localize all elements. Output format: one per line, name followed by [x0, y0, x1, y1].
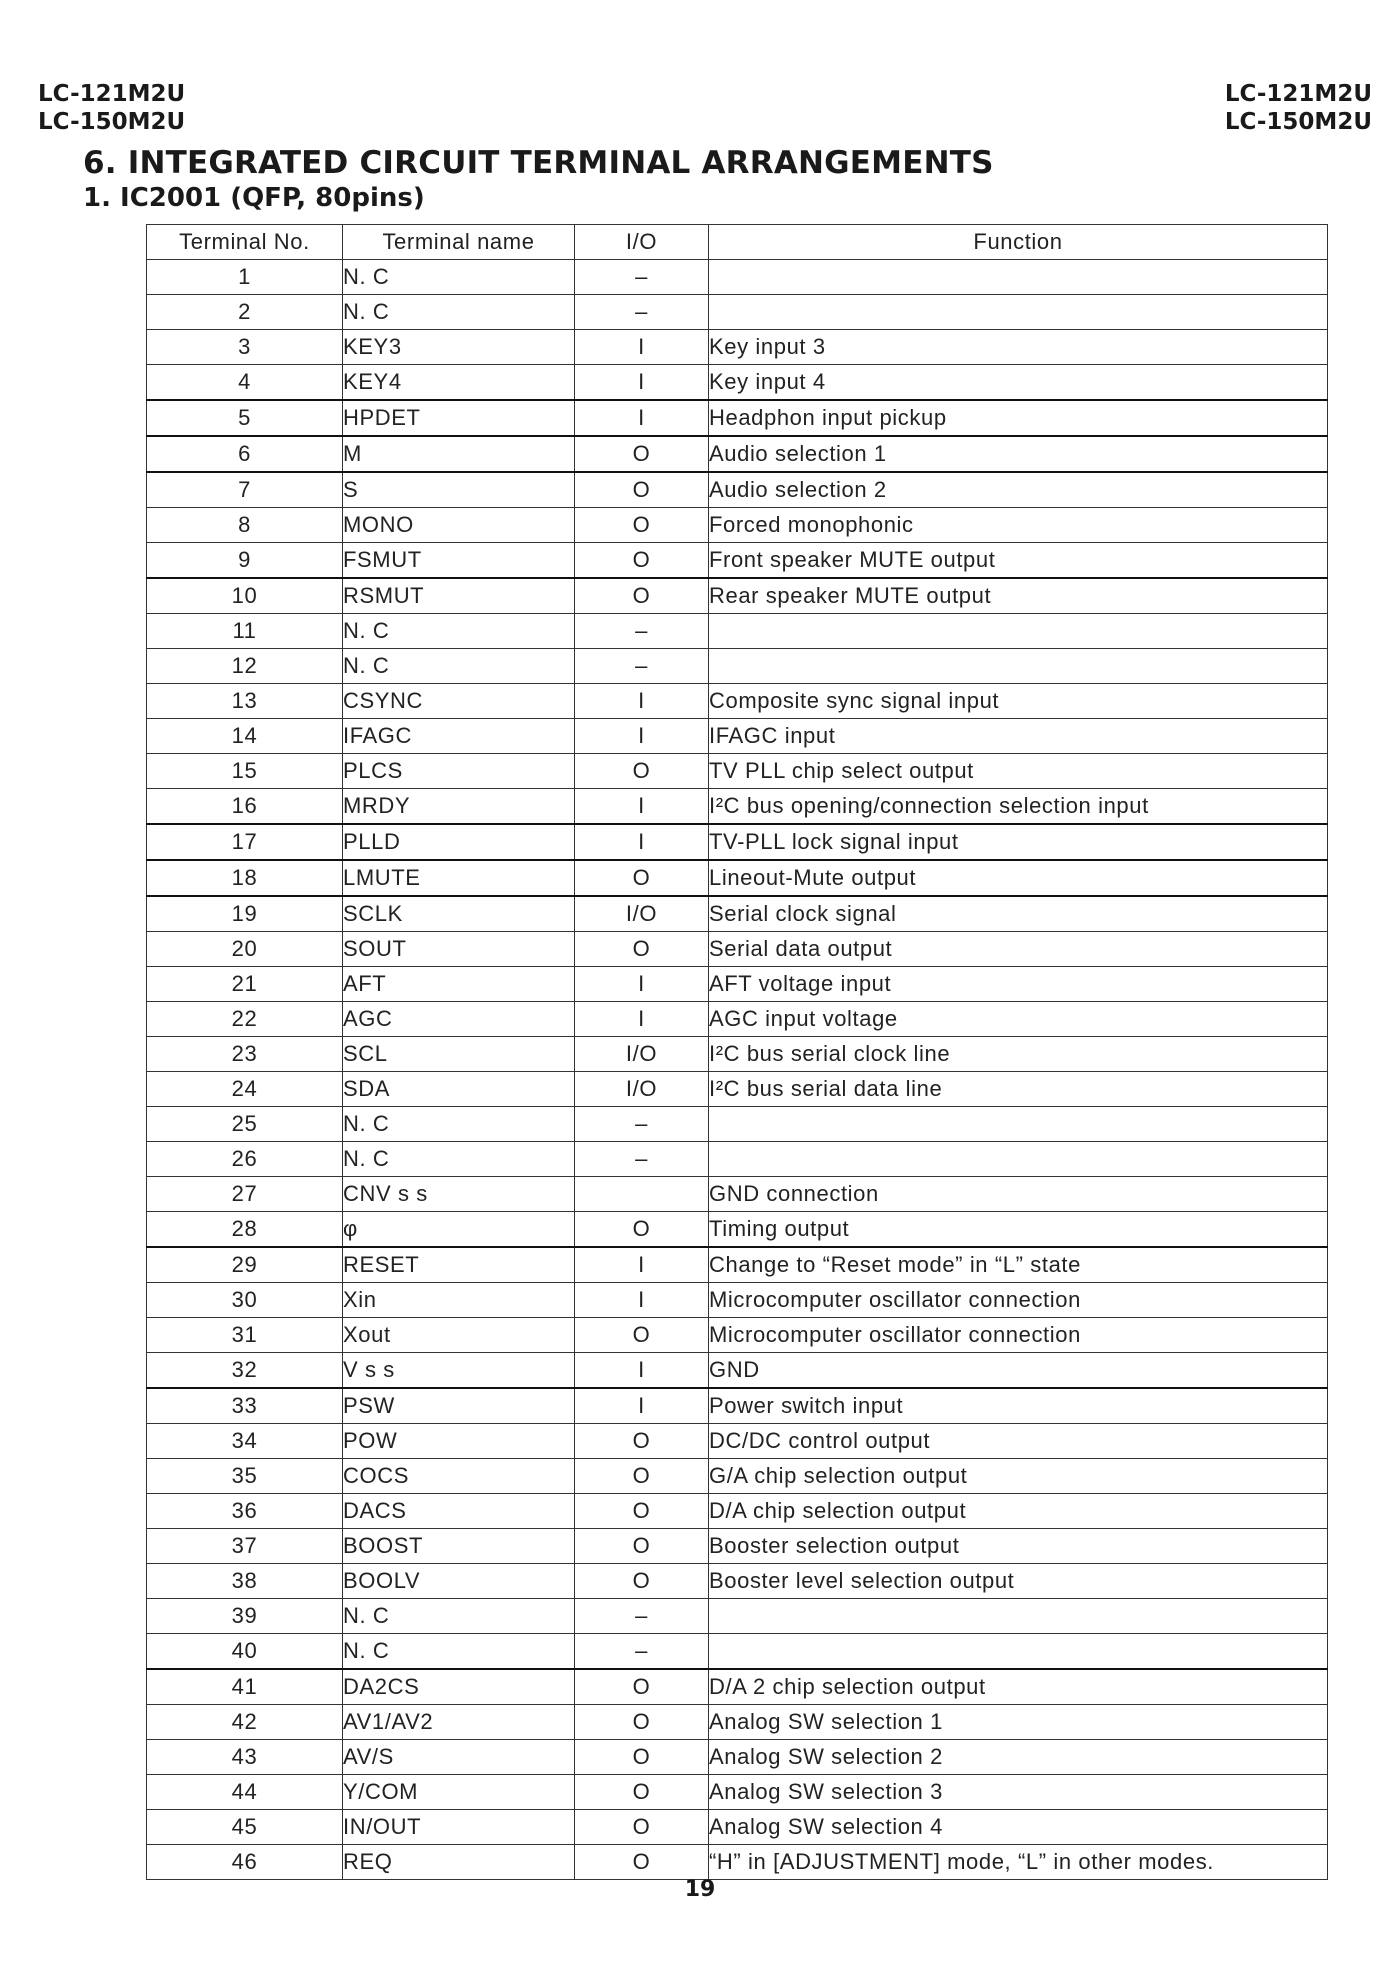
- cell-terminal-name: V s s: [343, 1353, 575, 1389]
- header-model-left-line2: LC-150M2U: [38, 109, 186, 135]
- cell-function: D/A 2 chip selection output: [709, 1669, 1328, 1705]
- cell-terminal-name: N. C: [343, 1107, 575, 1142]
- cell-terminal-name: COCS: [343, 1459, 575, 1494]
- cell-io: I: [575, 1002, 709, 1037]
- table-row: [147, 295, 1328, 330]
- cell-function: GND connection: [709, 1177, 1328, 1212]
- cell-terminal-no: 17: [147, 824, 343, 860]
- cell-function: Analog SW selection 2: [709, 1740, 1328, 1775]
- table-row: [147, 1283, 1328, 1318]
- cell-function: [709, 260, 1328, 295]
- cell-terminal-no: 21: [147, 967, 343, 1002]
- cell-io: O: [575, 1775, 709, 1810]
- cell-terminal-name: φ: [343, 1212, 575, 1248]
- cell-io: O: [575, 860, 709, 896]
- table-row: [147, 1107, 1328, 1142]
- cell-function: Key input 4: [709, 365, 1328, 401]
- cell-terminal-name: AGC: [343, 1002, 575, 1037]
- cell-io: O: [575, 436, 709, 472]
- cell-function: Microcomputer oscillator connection: [709, 1318, 1328, 1353]
- cell-io: I: [575, 1388, 709, 1424]
- cell-function: [709, 1599, 1328, 1634]
- table-row: [147, 1177, 1328, 1212]
- cell-terminal-no: 34: [147, 1424, 343, 1459]
- cell-function: Booster level selection output: [709, 1564, 1328, 1599]
- table-row: [147, 1002, 1328, 1037]
- table-row: [147, 1529, 1328, 1564]
- header-terminal-no: Terminal No.: [147, 225, 343, 260]
- cell-terminal-name: N. C: [343, 1599, 575, 1634]
- cell-io: O: [575, 1529, 709, 1564]
- cell-io: –: [575, 295, 709, 330]
- cell-terminal-no: 46: [147, 1845, 343, 1880]
- page-number: 19: [684, 1877, 716, 1902]
- table-row: [147, 789, 1328, 825]
- table-row: [147, 860, 1328, 896]
- cell-terminal-no: 20: [147, 932, 343, 967]
- table-row: [147, 649, 1328, 684]
- cell-terminal-name: MRDY: [343, 789, 575, 825]
- header-model-left-line1: LC-121M2U: [38, 81, 186, 107]
- cell-io: O: [575, 1740, 709, 1775]
- table-row: [147, 1669, 1328, 1705]
- table-row: [147, 436, 1328, 472]
- cell-function: [709, 614, 1328, 649]
- cell-terminal-name: KEY4: [343, 365, 575, 401]
- cell-terminal-name: N. C: [343, 649, 575, 684]
- cell-io: I/O: [575, 1072, 709, 1107]
- cell-terminal-name: Y/COM: [343, 1775, 575, 1810]
- cell-terminal-name: REQ: [343, 1845, 575, 1880]
- cell-terminal-no: 40: [147, 1634, 343, 1670]
- cell-function: [709, 1142, 1328, 1177]
- table-row: [147, 1810, 1328, 1845]
- cell-function: GND: [709, 1353, 1328, 1389]
- table-row: [147, 1459, 1328, 1494]
- cell-terminal-no: 33: [147, 1388, 343, 1424]
- cell-io: –: [575, 1599, 709, 1634]
- table-row: [147, 578, 1328, 614]
- cell-terminal-no: 38: [147, 1564, 343, 1599]
- cell-function: Analog SW selection 4: [709, 1810, 1328, 1845]
- cell-io: I/O: [575, 1037, 709, 1072]
- cell-io: O: [575, 578, 709, 614]
- cell-terminal-no: 15: [147, 754, 343, 789]
- cell-terminal-name: BOOST: [343, 1529, 575, 1564]
- cell-terminal-name: Xout: [343, 1318, 575, 1353]
- cell-function: I²C bus opening/connection selection input: [709, 789, 1328, 825]
- cell-io: O: [575, 1494, 709, 1529]
- table-row: [147, 754, 1328, 789]
- table-row: [147, 1599, 1328, 1634]
- cell-terminal-no: 29: [147, 1247, 343, 1283]
- table-row: [147, 1037, 1328, 1072]
- header-model-right: [1225, 80, 1372, 136]
- cell-terminal-name: FSMUT: [343, 543, 575, 579]
- cell-io: I: [575, 789, 709, 825]
- cell-terminal-name: SDA: [343, 1072, 575, 1107]
- table-row: [147, 1072, 1328, 1107]
- cell-terminal-no: 32: [147, 1353, 343, 1389]
- cell-io: I: [575, 719, 709, 754]
- table-header-row: [147, 225, 1328, 260]
- table-row: [147, 896, 1328, 932]
- cell-io: O: [575, 1705, 709, 1740]
- cell-terminal-name: SCL: [343, 1037, 575, 1072]
- cell-io: O: [575, 543, 709, 579]
- table-row: [147, 1142, 1328, 1177]
- cell-function: Microcomputer oscillator connection: [709, 1283, 1328, 1318]
- table-row: [147, 1634, 1328, 1670]
- table-row: [147, 1494, 1328, 1529]
- cell-terminal-no: 45: [147, 1810, 343, 1845]
- cell-terminal-no: 3: [147, 330, 343, 365]
- cell-terminal-no: 10: [147, 578, 343, 614]
- cell-io: O: [575, 1424, 709, 1459]
- cell-function: Timing output: [709, 1212, 1328, 1248]
- table-row: [147, 260, 1328, 295]
- cell-terminal-name: IFAGC: [343, 719, 575, 754]
- cell-terminal-name: IN/OUT: [343, 1810, 575, 1845]
- cell-function: Analog SW selection 1: [709, 1705, 1328, 1740]
- cell-terminal-no: 7: [147, 472, 343, 508]
- table-row: [147, 400, 1328, 436]
- cell-function: AFT voltage input: [709, 967, 1328, 1002]
- cell-function: [709, 1107, 1328, 1142]
- cell-function: DC/DC control output: [709, 1424, 1328, 1459]
- cell-terminal-no: 22: [147, 1002, 343, 1037]
- cell-function: Rear speaker MUTE output: [709, 578, 1328, 614]
- cell-io: O: [575, 508, 709, 543]
- cell-terminal-name: AFT: [343, 967, 575, 1002]
- cell-terminal-no: 26: [147, 1142, 343, 1177]
- cell-terminal-name: POW: [343, 1424, 575, 1459]
- cell-terminal-name: DACS: [343, 1494, 575, 1529]
- cell-io: O: [575, 1212, 709, 1248]
- cell-io: –: [575, 1107, 709, 1142]
- table-row: [147, 932, 1328, 967]
- cell-terminal-name: N. C: [343, 295, 575, 330]
- cell-function: Front speaker MUTE output: [709, 543, 1328, 579]
- cell-function: [709, 295, 1328, 330]
- cell-terminal-name: KEY3: [343, 330, 575, 365]
- cell-terminal-no: 16: [147, 789, 343, 825]
- table-row: [147, 1247, 1328, 1283]
- cell-terminal-name: S: [343, 472, 575, 508]
- cell-terminal-no: 1: [147, 260, 343, 295]
- cell-io: –: [575, 649, 709, 684]
- table-row: [147, 1705, 1328, 1740]
- cell-terminal-no: 18: [147, 860, 343, 896]
- cell-io: I: [575, 824, 709, 860]
- header-model-right-line2: LC-150M2U: [1224, 109, 1372, 135]
- table-row: [147, 543, 1328, 579]
- cell-terminal-no: 8: [147, 508, 343, 543]
- cell-io: I: [575, 1247, 709, 1283]
- table-row: [147, 1318, 1328, 1353]
- cell-io: O: [575, 1459, 709, 1494]
- cell-terminal-no: 11: [147, 614, 343, 649]
- table-row: [147, 508, 1328, 543]
- table-row: [147, 1353, 1328, 1389]
- cell-io: O: [575, 472, 709, 508]
- cell-io: –: [575, 1142, 709, 1177]
- cell-terminal-name: N. C: [343, 1142, 575, 1177]
- cell-function: [709, 1634, 1328, 1670]
- cell-terminal-name: HPDET: [343, 400, 575, 436]
- cell-io: I: [575, 365, 709, 401]
- cell-function: Serial data output: [709, 932, 1328, 967]
- table-row: [147, 1775, 1328, 1810]
- cell-io: O: [575, 1564, 709, 1599]
- cell-function: Power switch input: [709, 1388, 1328, 1424]
- cell-terminal-name: DA2CS: [343, 1669, 575, 1705]
- cell-function: I²C bus serial clock line: [709, 1037, 1328, 1072]
- cell-io: I: [575, 1353, 709, 1389]
- table-row: [147, 614, 1328, 649]
- cell-terminal-name: SCLK: [343, 896, 575, 932]
- header-model-right-line1: LC-121M2U: [1224, 81, 1372, 107]
- table-row: [147, 684, 1328, 719]
- cell-io: O: [575, 754, 709, 789]
- subsection-title: 1. IC2001 (QFP, 80pins): [83, 183, 425, 213]
- cell-terminal-no: 27: [147, 1177, 343, 1212]
- table-row: [147, 824, 1328, 860]
- cell-function: Audio selection 2: [709, 472, 1328, 508]
- cell-terminal-name: RSMUT: [343, 578, 575, 614]
- header-terminal-name: Terminal name: [343, 225, 575, 260]
- cell-terminal-no: 25: [147, 1107, 343, 1142]
- table-row: [147, 1845, 1328, 1880]
- cell-io: O: [575, 1318, 709, 1353]
- cell-function: Headphon input pickup: [709, 400, 1328, 436]
- cell-terminal-name: CSYNC: [343, 684, 575, 719]
- cell-function: Serial clock signal: [709, 896, 1328, 932]
- cell-terminal-no: 6: [147, 436, 343, 472]
- cell-io: O: [575, 1810, 709, 1845]
- cell-io: –: [575, 614, 709, 649]
- cell-terminal-no: 42: [147, 1705, 343, 1740]
- cell-terminal-no: 36: [147, 1494, 343, 1529]
- cell-terminal-no: 12: [147, 649, 343, 684]
- cell-function: I²C bus serial data line: [709, 1072, 1328, 1107]
- cell-function: Audio selection 1: [709, 436, 1328, 472]
- cell-terminal-name: PLCS: [343, 754, 575, 789]
- table-row: [147, 330, 1328, 365]
- cell-terminal-no: 37: [147, 1529, 343, 1564]
- cell-io: I/O: [575, 896, 709, 932]
- cell-function: Composite sync signal input: [709, 684, 1328, 719]
- cell-terminal-name: MONO: [343, 508, 575, 543]
- cell-io: I: [575, 1283, 709, 1318]
- section-title: 6. INTEGRATED CIRCUIT TERMINAL ARRANGEMENTS: [83, 145, 994, 181]
- cell-terminal-no: 9: [147, 543, 343, 579]
- cell-function: [709, 649, 1328, 684]
- cell-terminal-name: CNV s s: [343, 1177, 575, 1212]
- cell-io: I: [575, 684, 709, 719]
- cell-function: Lineout-Mute output: [709, 860, 1328, 896]
- cell-terminal-no: 35: [147, 1459, 343, 1494]
- cell-function: TV-PLL lock signal input: [709, 824, 1328, 860]
- cell-terminal-no: 23: [147, 1037, 343, 1072]
- cell-io: –: [575, 1634, 709, 1670]
- header-function: Function: [709, 225, 1328, 260]
- terminal-table: [146, 224, 1328, 1880]
- table-row: [147, 365, 1328, 401]
- table-row: [147, 1740, 1328, 1775]
- cell-terminal-name: N. C: [343, 1634, 575, 1670]
- cell-terminal-name: M: [343, 436, 575, 472]
- cell-terminal-name: SOUT: [343, 932, 575, 967]
- cell-io: I: [575, 967, 709, 1002]
- cell-io: [575, 1177, 709, 1212]
- cell-function: “H” in [ADJUSTMENT] mode, “L” in other modes.: [709, 1845, 1328, 1880]
- cell-io: O: [575, 932, 709, 967]
- cell-function: AGC input voltage: [709, 1002, 1328, 1037]
- cell-terminal-no: 24: [147, 1072, 343, 1107]
- table-row: [147, 719, 1328, 754]
- header-model-left: [38, 80, 185, 136]
- cell-terminal-no: 13: [147, 684, 343, 719]
- cell-terminal-name: AV/S: [343, 1740, 575, 1775]
- cell-terminal-no: 39: [147, 1599, 343, 1634]
- cell-function: Forced monophonic: [709, 508, 1328, 543]
- cell-terminal-name: PLLD: [343, 824, 575, 860]
- cell-function: Booster selection output: [709, 1529, 1328, 1564]
- cell-terminal-no: 28: [147, 1212, 343, 1248]
- cell-io: I: [575, 330, 709, 365]
- cell-terminal-no: 5: [147, 400, 343, 436]
- cell-io: O: [575, 1845, 709, 1880]
- table-row: [147, 1564, 1328, 1599]
- cell-terminal-no: 19: [147, 896, 343, 932]
- cell-terminal-no: 44: [147, 1775, 343, 1810]
- cell-terminal-name: AV1/AV2: [343, 1705, 575, 1740]
- cell-function: D/A chip selection output: [709, 1494, 1328, 1529]
- cell-io: –: [575, 260, 709, 295]
- cell-terminal-no: 30: [147, 1283, 343, 1318]
- table-row: [147, 1212, 1328, 1248]
- cell-terminal-name: LMUTE: [343, 860, 575, 896]
- header-io: I/O: [575, 225, 709, 260]
- cell-terminal-name: BOOLV: [343, 1564, 575, 1599]
- table-row: [147, 967, 1328, 1002]
- cell-terminal-name: PSW: [343, 1388, 575, 1424]
- cell-io: O: [575, 1669, 709, 1705]
- cell-function: IFAGC input: [709, 719, 1328, 754]
- cell-terminal-no: 14: [147, 719, 343, 754]
- cell-terminal-no: 31: [147, 1318, 343, 1353]
- cell-terminal-name: Xin: [343, 1283, 575, 1318]
- table-row: [147, 1424, 1328, 1459]
- cell-io: I: [575, 400, 709, 436]
- table-row: [147, 1388, 1328, 1424]
- cell-terminal-no: 41: [147, 1669, 343, 1705]
- table-row: [147, 472, 1328, 508]
- cell-function: Key input 3: [709, 330, 1328, 365]
- cell-terminal-name: N. C: [343, 260, 575, 295]
- cell-terminal-name: N. C: [343, 614, 575, 649]
- cell-terminal-no: 2: [147, 295, 343, 330]
- cell-function: TV PLL chip select output: [709, 754, 1328, 789]
- cell-terminal-no: 43: [147, 1740, 343, 1775]
- cell-terminal-name: RESET: [343, 1247, 575, 1283]
- cell-terminal-no: 4: [147, 365, 343, 401]
- cell-function: Change to “Reset mode” in “L” state: [709, 1247, 1328, 1283]
- cell-function: G/A chip selection output: [709, 1459, 1328, 1494]
- cell-function: Analog SW selection 3: [709, 1775, 1328, 1810]
